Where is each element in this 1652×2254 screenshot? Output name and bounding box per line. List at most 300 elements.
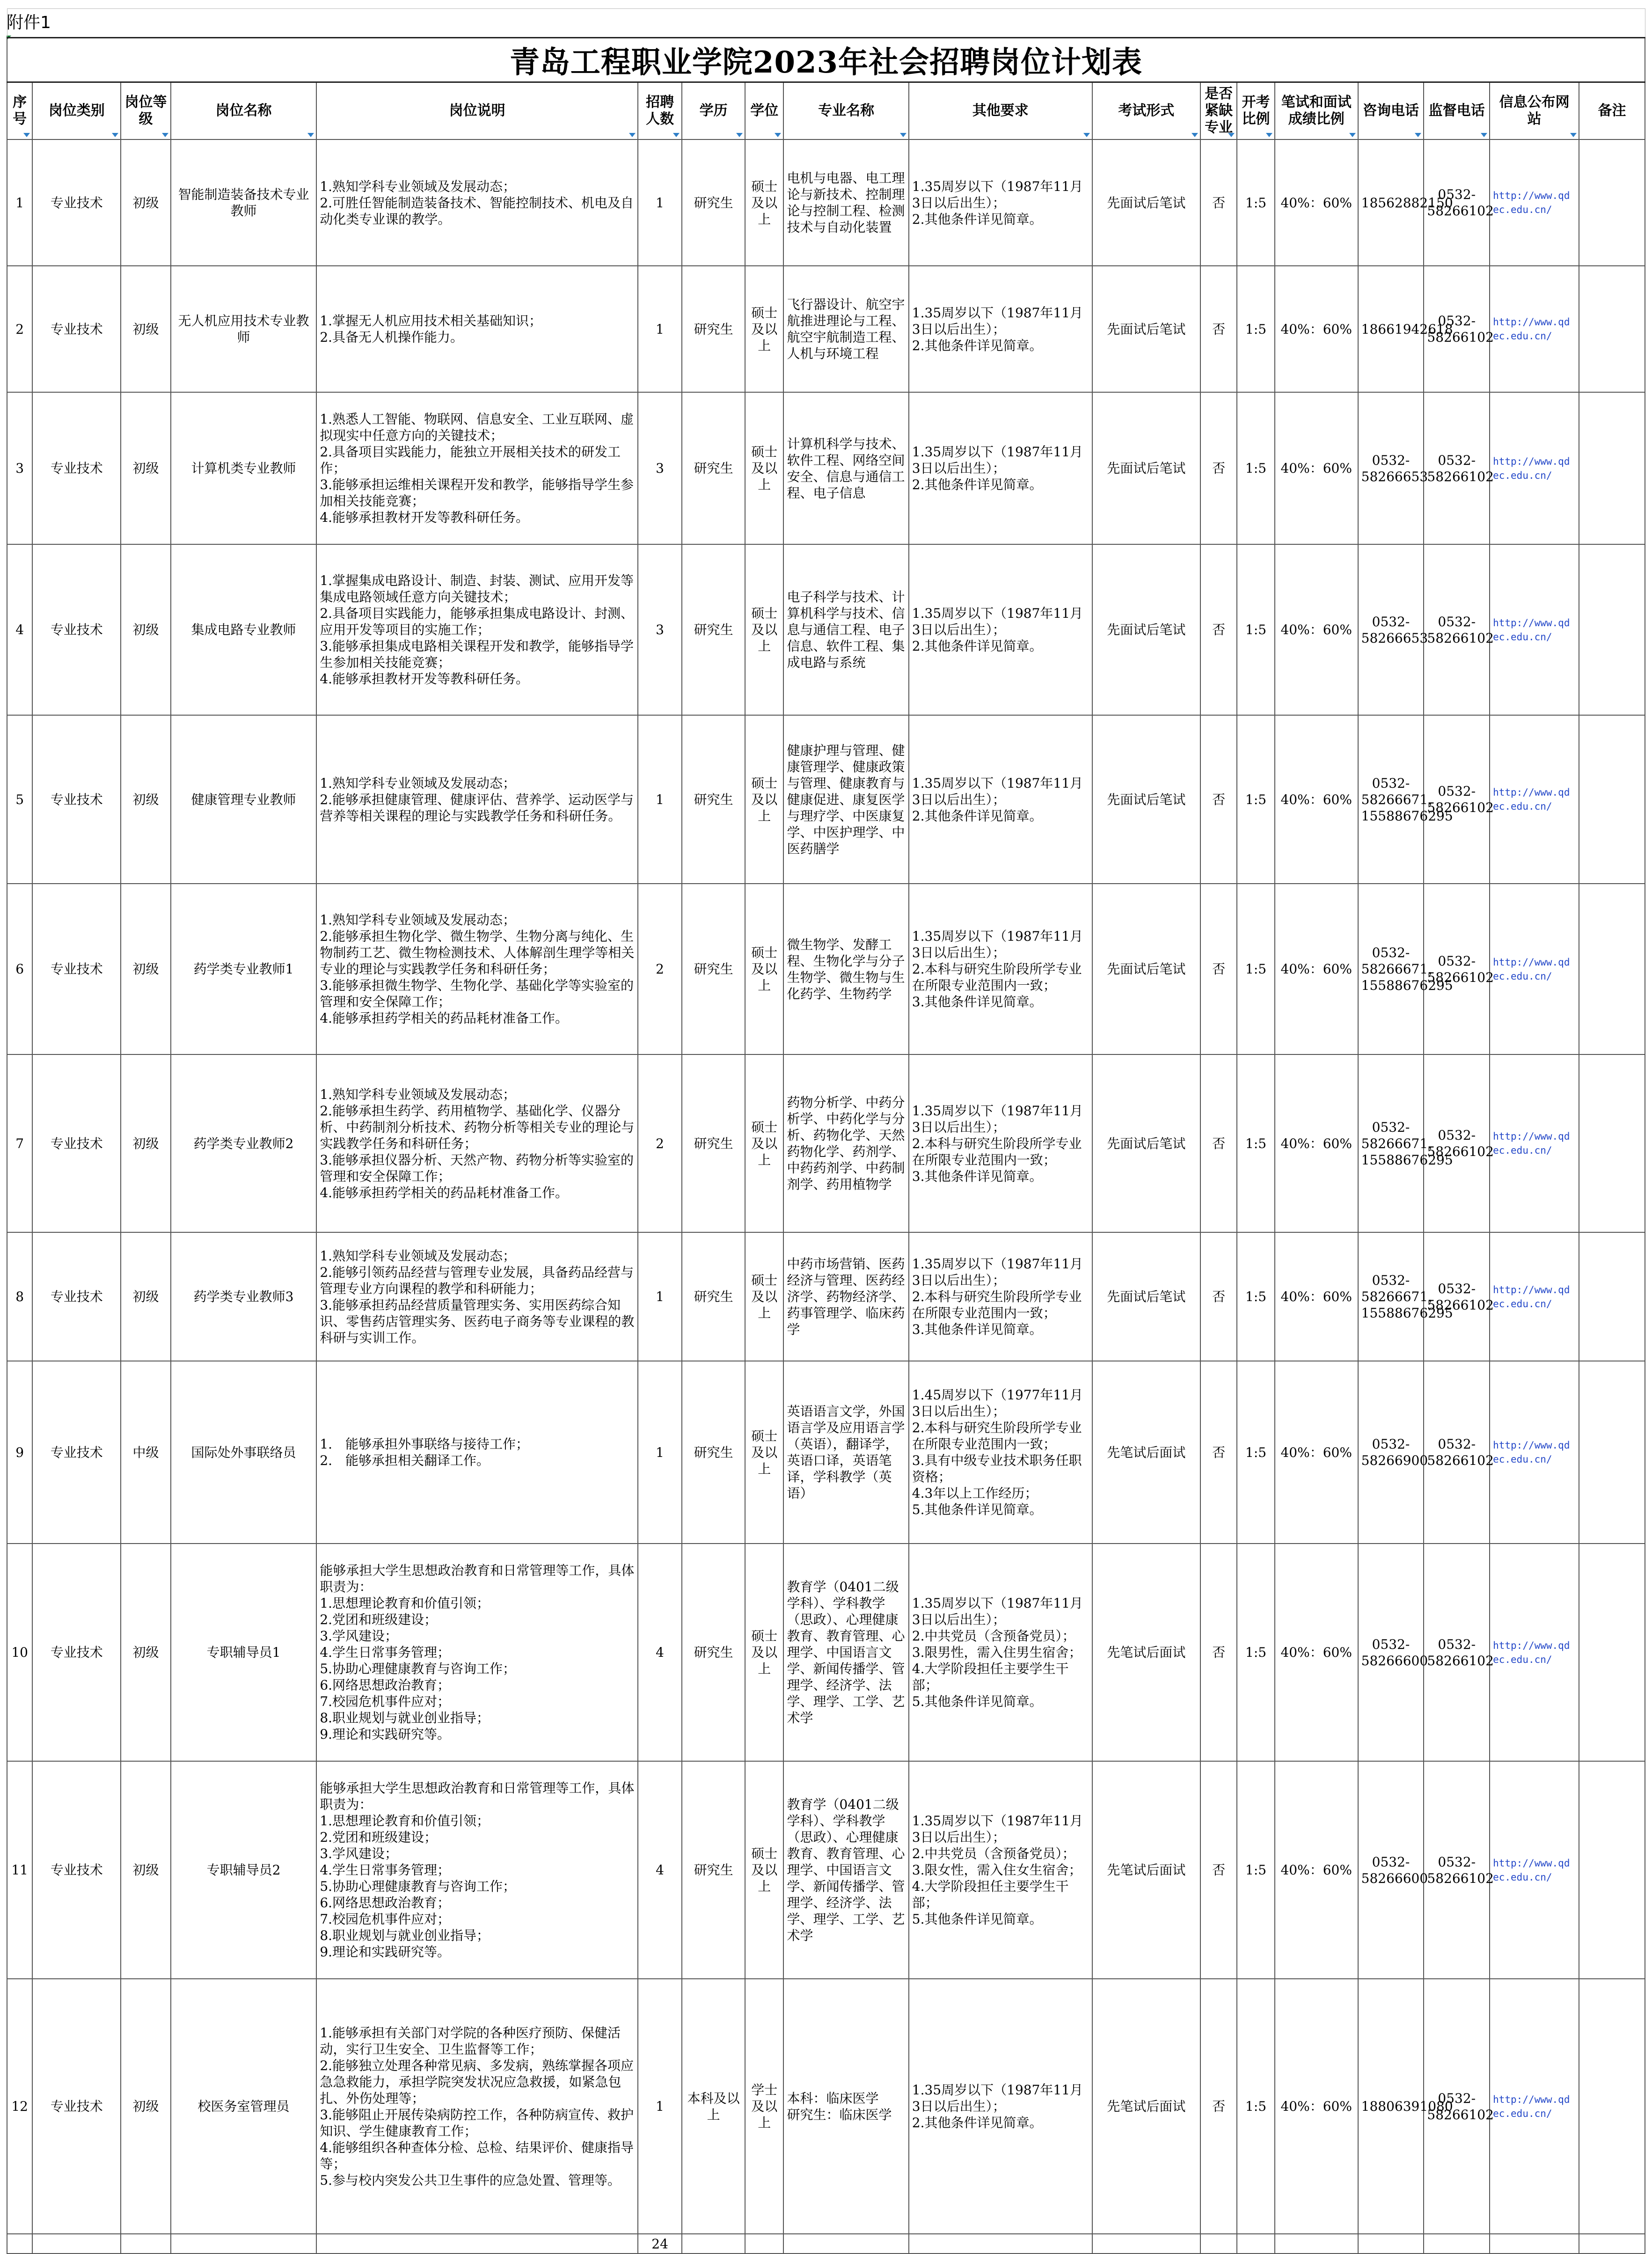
cell-count: 1 [638, 139, 682, 266]
cell-supervise-phone: 0532-58266102 [1424, 884, 1490, 1054]
cell-exam-form: 先面试后笔试 [1092, 884, 1200, 1054]
table-row [7, 715, 1645, 884]
cell-level: 初级 [121, 715, 171, 884]
cell-exam-ratio: 1:5 [1237, 1761, 1274, 1979]
cell-count: 4 [638, 1544, 682, 1761]
header-label: 招聘人数 [646, 94, 674, 127]
total-row-cell [32, 2234, 121, 2254]
cell-supervise-phone: 0532-58266102 [1424, 1544, 1490, 1761]
cell-major: 药物分析学、中药分析学、中药化学与分析、药物化学、天然药物化学、药剂学、中药药剂学、中药制剂学、药用植物学 [783, 1054, 908, 1232]
cell-score-ratio: 40%：60% [1275, 139, 1358, 266]
cell-level: 初级 [121, 1979, 171, 2234]
filter-dropdown-icon[interactable] [1415, 133, 1421, 137]
header-score-ratio [1275, 82, 1358, 140]
cell-level: 初级 [121, 1761, 171, 1979]
cell-education: 研究生 [682, 1054, 745, 1232]
header-row [7, 82, 1645, 140]
header-exam [1092, 82, 1200, 140]
cell-education: 研究生 [682, 139, 745, 266]
cell-level: 中级 [121, 1361, 171, 1544]
cell-no: 10 [7, 1544, 32, 1761]
cell-description: 1.熟知学科专业领域及发展动态； 2.能够承担生药学、药用植物学、基础化学、仪器分析、中药制剂分析技术、药物分析等相关专业的理论与实践教学任务和科研任务； 3.能够承担仪器分析、天然产物、药物分析等实验室的管理和安全保障工作； 4.能够承担药学相关的药品耗材准备工作。 [316, 1054, 638, 1232]
cell-score-ratio: 40%：60% [1275, 1232, 1358, 1361]
cell-website-link[interactable]: http://www.qdec.edu.cn/ [1490, 1361, 1579, 1544]
cell-phone: 0532-58266671，15588676295 [1358, 715, 1424, 884]
cell-supervise-phone: 0532-58266102 [1424, 1761, 1490, 1979]
header-supervise [1424, 82, 1490, 140]
cell-other-requirements: 1.35周岁以下（1987年11月3日以后出生）； 2.本科与研究生阶段所学专业在所限专业范围内一致； 3.其他条件详见简章。 [909, 1054, 1092, 1232]
header-name [171, 82, 317, 140]
cell-major: 教育学（0401二级学科）、学科教学（思政）、心理健康教育、教育管理、心理学、中国语言文学、新闻传播学、管理学、经济学、法学、理学、工学、艺术学 [783, 1544, 908, 1761]
cell-count: 3 [638, 544, 682, 715]
cell-supervise-phone: 0532-58266102 [1424, 544, 1490, 715]
total-row-cell [1275, 2234, 1358, 2254]
cell-count: 2 [638, 1054, 682, 1232]
cell-no: 5 [7, 715, 32, 884]
cell-phone: 0532-58266671，15588676295 [1358, 1054, 1424, 1232]
header-label: 学历 [699, 102, 728, 119]
total-row-cell [909, 2234, 1092, 2254]
cell-count: 4 [638, 1761, 682, 1979]
cell-note [1579, 1054, 1645, 1232]
cell-position-name: 药学类专业教师1 [171, 884, 317, 1054]
cell-other-requirements: 1.35周岁以下（1987年11月3日以后出生）； 2.中共党员（含预备党员）； 3.限男性，需入住男生宿舍； 4.大学阶段担任主要学生干部； 5.其他条件详见简章。 [909, 1544, 1092, 1761]
cell-major: 电机与电器、电工理论与新技术、控制理论与控制工程、检测技术与自动化装置 [783, 139, 908, 266]
cell-note [1579, 884, 1645, 1054]
cell-exam-form: 先面试后笔试 [1092, 1232, 1200, 1361]
cell-supervise-phone: 0532-58266102 [1424, 1054, 1490, 1232]
cell-score-ratio: 40%：60% [1275, 1761, 1358, 1979]
cell-note [1579, 1361, 1645, 1544]
cell-exam-ratio: 1:5 [1237, 1054, 1274, 1232]
cell-position-name: 专职辅导员1 [171, 1544, 317, 1761]
cell-note [1579, 544, 1645, 715]
cell-scarce: 否 [1200, 884, 1237, 1054]
recruitment-table [7, 8, 1645, 2254]
cell-degree: 硕士及以上 [745, 1544, 783, 1761]
cell-level: 初级 [121, 139, 171, 266]
cell-no: 6 [7, 884, 32, 1054]
cell-position-name: 药学类专业教师2 [171, 1054, 317, 1232]
table-row [7, 1761, 1645, 1979]
cell-exam-ratio: 1:5 [1237, 266, 1274, 392]
cell-education: 研究生 [682, 715, 745, 884]
header-label: 其他要求 [972, 102, 1029, 119]
cell-exam-ratio: 1:5 [1237, 392, 1274, 544]
cell-exam-form: 先面试后笔试 [1092, 392, 1200, 544]
cell-degree: 硕士及以上 [745, 392, 783, 544]
table-row [7, 266, 1645, 392]
header-degree [745, 82, 783, 140]
cell-count: 1 [638, 1361, 682, 1544]
cell-phone: 0532-58266600 [1358, 1544, 1424, 1761]
cell-note [1579, 139, 1645, 266]
cell-degree: 硕士及以上 [745, 1361, 783, 1544]
cell-exam-ratio: 1:5 [1237, 1361, 1274, 1544]
cell-phone: 0532-58266900 [1358, 1361, 1424, 1544]
cell-education: 研究生 [682, 1232, 745, 1361]
cell-position-name: 集成电路专业教师 [171, 544, 317, 715]
header-label: 专业名称 [818, 102, 875, 119]
cell-score-ratio: 40%：60% [1275, 1979, 1358, 2234]
cell-position-name: 药学类专业教师3 [171, 1232, 317, 1361]
cell-website-link[interactable]: http://www.qdec.edu.cn/ [1490, 884, 1579, 1054]
cell-note [1579, 715, 1645, 884]
cell-phone: 0532-58266671，15588676295 [1358, 1232, 1424, 1361]
cell-website-link[interactable]: http://www.qdec.edu.cn/ [1490, 139, 1579, 266]
cell-exam-ratio: 1:5 [1237, 715, 1274, 884]
cell-position-name: 智能制造装备技术专业教师 [171, 139, 317, 266]
header-level [121, 82, 171, 140]
cell-category: 专业技术 [32, 1361, 121, 1544]
cell-level: 初级 [121, 266, 171, 392]
cell-supervise-phone: 0532-58266102 [1424, 266, 1490, 392]
cell-scarce: 否 [1200, 1979, 1237, 2234]
cell-other-requirements: 1.35周岁以下（1987年11月3日以后出生）； 2.本科与研究生阶段所学专业在所限专业范围内一致； 3.其他条件详见简章。 [909, 884, 1092, 1054]
cell-no: 4 [7, 544, 32, 715]
cell-description: 能够承担大学生思想政治教育和日常管理等工作，具体职责为： 1.思想理论教育和价值引领； 2.党团和班级建设； 3.学风建设； 4.学生日常事务管理； 5.协助心理健康教育与咨询工作； 6.网络思想政治教育； 7.校园危机事件应对； 8.职业规划与就业创业指导； 9.理论和实践研究等。 [316, 1761, 638, 1979]
cell-no: 7 [7, 1054, 32, 1232]
cell-degree: 硕士及以上 [745, 1054, 783, 1232]
header-category [32, 82, 121, 140]
table-row [7, 884, 1645, 1054]
cell-degree: 硕士及以上 [745, 1761, 783, 1979]
cell-note [1579, 392, 1645, 544]
total-count: 24 [638, 2234, 682, 2254]
cell-level: 初级 [121, 1544, 171, 1761]
cell-supervise-phone: 0532-58266102 [1424, 715, 1490, 884]
cell-phone: 18806391080 [1358, 1979, 1424, 2234]
filter-dropdown-icon[interactable] [775, 133, 781, 137]
cell-scarce: 否 [1200, 266, 1237, 392]
header-phone [1358, 82, 1424, 140]
cell-category: 专业技术 [32, 1232, 121, 1361]
table-row [7, 139, 1645, 266]
cell-education: 研究生 [682, 266, 745, 392]
header-label: 序号 [13, 94, 27, 127]
cell-other-requirements: 1.35周岁以下（1987年11月3日以后出生）； 2.其他条件详见简章。 [909, 139, 1092, 266]
total-row-cell [682, 2234, 745, 2254]
header-label: 学位 [750, 102, 779, 119]
cell-position-name: 国际处外事联络员 [171, 1361, 317, 1544]
cell-major: 健康护理与管理、健康管理学、健康政策与管理、健康教育与健康促进、康复医学与理疗学、中医康复学、中医护理学、中医药膳学 [783, 715, 908, 884]
table-row [7, 1544, 1645, 1761]
cell-phone: 18661942618 [1358, 266, 1424, 392]
cell-exam-ratio: 1:5 [1237, 884, 1274, 1054]
cell-exam-ratio: 1:5 [1237, 139, 1274, 266]
cell-website-link[interactable]: http://www.qdec.edu.cn/ [1490, 544, 1579, 715]
total-row-cell [1237, 2234, 1274, 2254]
cell-website-link[interactable]: http://www.qdec.edu.cn/ [1490, 266, 1579, 392]
header-label: 监督电话 [1428, 102, 1485, 119]
filter-dropdown-icon[interactable] [307, 133, 314, 137]
cell-category: 专业技术 [32, 884, 121, 1054]
cell-education: 研究生 [682, 544, 745, 715]
cell-description: 1.熟知学科专业领域及发展动态； 2.能够承担生物化学、微生物学、生物分离与纯化、生物制药工艺、微生物检测技术、人体解剖生理学等相关专业的理论与实践教学任务和科研任务； 3.能够承担微生物学、生物化学、基础化学等实验室的管理和安全保障工作； 4.能够承担药学相关的药品耗材准备工作。 [316, 884, 638, 1054]
table-row [7, 544, 1645, 715]
cell-other-requirements: 1.35周岁以下（1987年11月3日以后出生）； 2.中共党员（含预备党员）； 3.限女性，需入住女生宿舍； 4.大学阶段担任主要学生干部； 5.其他条件详见简章。 [909, 1761, 1092, 1979]
header-scarce [1200, 82, 1237, 140]
cell-exam-form: 先笔试后面试 [1092, 1979, 1200, 2234]
cell-exam-ratio: 1:5 [1237, 544, 1274, 715]
cell-exam-form: 先面试后笔试 [1092, 1054, 1200, 1232]
cell-major: 本科：临床医学 研究生：临床医学 [783, 1979, 908, 2234]
cell-note [1579, 1979, 1645, 2234]
cell-no: 8 [7, 1232, 32, 1361]
cell-phone: 0532-58266600 [1358, 1761, 1424, 1979]
cell-no: 2 [7, 266, 32, 392]
cell-major: 飞行器设计、航空宇航推进理论与工程、航空宇航制造工程、人机与环境工程 [783, 266, 908, 392]
filter-dropdown-icon[interactable] [673, 133, 680, 137]
cell-position-name: 计算机类专业教师 [171, 392, 317, 544]
cell-phone: 0532-58266653 [1358, 392, 1424, 544]
cell-degree: 学士及以上 [745, 1979, 783, 2234]
filter-dropdown-icon[interactable] [162, 133, 168, 137]
cell-phone: 18562882150 [1358, 139, 1424, 266]
cell-scarce: 否 [1200, 1361, 1237, 1544]
cell-phone: 0532-58266653 [1358, 544, 1424, 715]
cell-score-ratio: 40%：60% [1275, 392, 1358, 544]
cell-description: 1. 能够承担外事联络与接待工作； 2. 能够承担相关翻译工作。 [316, 1361, 638, 1544]
cell-category: 专业技术 [32, 139, 121, 266]
header-label: 信息公布网站 [1499, 94, 1570, 127]
table-row [7, 1979, 1645, 2234]
cell-exam-form: 先面试后笔试 [1092, 139, 1200, 266]
cell-scarce: 否 [1200, 715, 1237, 884]
total-row-cell [1579, 2234, 1645, 2254]
cell-major: 计算机科学与技术、软件工程、网络空间安全、信息与通信工程、电子信息 [783, 392, 908, 544]
cell-score-ratio: 40%：60% [1275, 715, 1358, 884]
total-row-cell [1358, 2234, 1424, 2254]
table-row [7, 1361, 1645, 1544]
cell-level: 初级 [121, 1232, 171, 1361]
cell-supervise-phone: 0532-58266102 [1424, 139, 1490, 266]
cell-education: 研究生 [682, 1361, 745, 1544]
header-label: 开考比例 [1242, 94, 1270, 127]
cell-position-name: 无人机应用技术专业教师 [171, 266, 317, 392]
cell-major: 中药市场营销、医药经济与管理、医药经济学、药物经济学、药事管理学、临床药学 [783, 1232, 908, 1361]
attachment-row [7, 9, 1645, 38]
cell-exam-ratio: 1:5 [1237, 1544, 1274, 1761]
header-count [638, 82, 682, 140]
total-row-cell [783, 2234, 908, 2254]
cell-scarce: 否 [1200, 544, 1237, 715]
cell-major: 电子科学与技术、计算机科学与技术、信息与通信工程、电子信息、软件工程、集成电路与系统 [783, 544, 908, 715]
cell-score-ratio: 40%：60% [1275, 884, 1358, 1054]
filter-dropdown-icon[interactable] [23, 133, 30, 137]
cell-note [1579, 266, 1645, 392]
cell-scarce: 否 [1200, 1232, 1237, 1361]
header-desc [316, 82, 638, 140]
cell-other-requirements: 1.35周岁以下（1987年11月3日以后出生）； 2.本科与研究生阶段所学专业在所限专业范围内一致； 3.其他条件详见简章。 [909, 1232, 1092, 1361]
cell-other-requirements: 1.45周岁以下（1977年11月3日以后出生）； 2.本科与研究生阶段所学专业在所限专业范围内一致； 3.具有中级专业技术职务任职资格； 4.3年以上工作经历； 5.其他条件详见简章。 [909, 1361, 1092, 1544]
cell-exam-form: 先笔试后面试 [1092, 1361, 1200, 1544]
cell-major: 英语语言文学，外国语言学及应用语言学（英语），翻译学，英语口译，英语笔译，学科教学（英语） [783, 1361, 908, 1544]
cell-website-link[interactable]: http://www.qdec.edu.cn/ [1490, 715, 1579, 884]
cell-description: 1.掌握集成电路设计、制造、封装、测试、应用开发等集成电路领域任意方向关键技术； 2.具备项目实践能力，能够承担集成电路设计、封测、应用开发等项目的实施工作； 3.能够承担集成电路相关课程开发和教学，能够指导学生参加相关技能竞赛； 4.能够承担教材开发等教科研任务。 [316, 544, 638, 715]
cell-no: 11 [7, 1761, 32, 1979]
cell-website-link[interactable]: http://www.qdec.edu.cn/ [1490, 1232, 1579, 1361]
header-label: 岗位说明 [449, 102, 505, 119]
cell-no: 3 [7, 392, 32, 544]
cell-score-ratio: 40%：60% [1275, 1544, 1358, 1761]
cell-exam-ratio: 1:5 [1237, 1979, 1274, 2234]
total-row-cell [121, 2234, 171, 2254]
cell-description: 1.熟知学科专业领域及发展动态； 2.能够承担健康管理、健康评估、营养学、运动医学与营养等相关课程的理论与实践教学任务和科研任务。 [316, 715, 638, 884]
filter-dropdown-icon[interactable] [900, 133, 906, 137]
cell-other-requirements: 1.35周岁以下（1987年11月3日以后出生）； 2.其他条件详见简章。 [909, 715, 1092, 884]
cell-supervise-phone: 0532-58266102 [1424, 1232, 1490, 1361]
cell-note [1579, 1544, 1645, 1761]
cell-website-link[interactable]: http://www.qdec.edu.cn/ [1490, 392, 1579, 544]
cell-other-requirements: 1.35周岁以下（1987年11月3日以后出生）； 2.其他条件详见简章。 [909, 544, 1092, 715]
header-label: 考试形式 [1118, 102, 1175, 119]
header-label: 咨询电话 [1363, 102, 1419, 119]
cell-exam-form: 先笔试后面试 [1092, 1761, 1200, 1979]
cell-score-ratio: 40%：60% [1275, 1054, 1358, 1232]
cell-other-requirements: 1.35周岁以下（1987年11月3日以后出生）； 2.其他条件详见简章。 [909, 266, 1092, 392]
cell-count: 3 [638, 392, 682, 544]
filter-dropdown-icon[interactable] [736, 133, 743, 137]
cell-scarce: 否 [1200, 1761, 1237, 1979]
cell-category: 专业技术 [32, 392, 121, 544]
cell-level: 初级 [121, 884, 171, 1054]
attachment-label: 附件1 [7, 13, 51, 32]
table-row [7, 1232, 1645, 1361]
cell-major: 微生物学、发酵工程、生物化学与分子生物学、微生物与生化药学、生物药学 [783, 884, 908, 1054]
cell-description: 1.熟悉人工智能、物联网、信息安全、工业互联网、虚拟现实中任意方向的关键技术； 2.具备项目实践能力，能独立开展相关技术的研发工作； 3.能够承担运维相关课程开发和教学，能够指导学生参加相关技能竞赛； 4.能够承担教材开发等教科研任务。 [316, 392, 638, 544]
cell-scarce: 否 [1200, 139, 1237, 266]
cell-degree: 硕士及以上 [745, 884, 783, 1054]
total-row-cell [1092, 2234, 1200, 2254]
cell-category: 专业技术 [32, 1054, 121, 1232]
cell-category: 专业技术 [32, 715, 121, 884]
cell-category: 专业技术 [32, 266, 121, 392]
cell-position-name: 校医务室管理员 [171, 1979, 317, 2234]
header-major [783, 82, 908, 140]
filter-dropdown-icon[interactable] [1266, 133, 1272, 137]
header-label: 岗位等级 [124, 94, 167, 127]
total-row-cell [745, 2234, 783, 2254]
header-edu [682, 82, 745, 140]
filter-dropdown-icon[interactable] [1481, 133, 1487, 137]
table-row [7, 392, 1645, 544]
cell-website-link[interactable]: http://www.qdec.edu.cn/ [1490, 1054, 1579, 1232]
cell-scarce: 否 [1200, 1544, 1237, 1761]
cell-exam-form: 先面试后笔试 [1092, 544, 1200, 715]
header-label: 是否紧缺专业 [1205, 86, 1233, 136]
filter-dropdown-icon[interactable] [1228, 133, 1235, 137]
cell-exam-form: 先笔试后面试 [1092, 1544, 1200, 1761]
filter-dropdown-icon[interactable] [112, 133, 118, 137]
cell-supervise-phone: 0532-58266102 [1424, 392, 1490, 544]
cell-description: 1.熟知学科专业领域及发展动态； 2.能够引领药品经营与管理专业发展，具备药品经营与管理专业方向课程的教学和科研能力； 3.能够承担药品经营质量管理实务、实用医药综合知识、零售药店管理实务、医药电子商务等专业课程的教科研与实训工作。 [316, 1232, 638, 1361]
cell-other-requirements: 1.35周岁以下（1987年11月3日以后出生）； 2.其他条件详见简章。 [909, 1979, 1092, 2234]
cell-level: 初级 [121, 1054, 171, 1232]
cell-education: 研究生 [682, 1544, 745, 1761]
cell-education: 研究生 [682, 392, 745, 544]
cell-degree: 硕士及以上 [745, 139, 783, 266]
cell-exam-form: 先面试后笔试 [1092, 266, 1200, 392]
cell-description: 1.熟知学科专业领域及发展动态； 2.可胜任智能制造装备技术、智能控制技术、机电及自动化类专业课的教学。 [316, 139, 638, 266]
cell-count: 1 [638, 1232, 682, 1361]
filter-dropdown-icon[interactable] [629, 133, 636, 137]
cell-note [1579, 1232, 1645, 1361]
cell-degree: 硕士及以上 [745, 715, 783, 884]
cell-exam-ratio: 1:5 [1237, 1232, 1274, 1361]
filter-dropdown-icon[interactable] [1191, 133, 1198, 137]
cell-count: 1 [638, 266, 682, 392]
cell-category: 专业技术 [32, 1544, 121, 1761]
sheet-title: 青岛工程职业学院2023年社会招聘岗位计划表 [7, 38, 1645, 82]
cell-description: 1.掌握无人机应用技术相关基础知识； 2.具备无人机操作能力。 [316, 266, 638, 392]
cell-scarce: 否 [1200, 1054, 1237, 1232]
total-row [7, 2234, 1645, 2254]
total-row-cell [1424, 2234, 1490, 2254]
cell-degree: 硕士及以上 [745, 1232, 783, 1361]
table-row [7, 1054, 1645, 1232]
filter-dropdown-icon[interactable] [1570, 133, 1577, 137]
cell-degree: 硕士及以上 [745, 544, 783, 715]
cell-count: 2 [638, 884, 682, 1054]
cell-education: 研究生 [682, 884, 745, 1054]
cell-count: 1 [638, 715, 682, 884]
cell-category: 专业技术 [32, 1979, 121, 2234]
cell-level: 初级 [121, 544, 171, 715]
cell-website-link[interactable]: http://www.qdec.edu.cn/ [1490, 1761, 1579, 1979]
total-row-cell [171, 2234, 317, 2254]
cell-supervise-phone: 0532-58266102 [1424, 1361, 1490, 1544]
total-row-cell [7, 2234, 32, 2254]
cell-website-link[interactable]: http://www.qdec.edu.cn/ [1490, 1979, 1579, 2234]
cell-education: 研究生 [682, 1761, 745, 1979]
cell-count: 1 [638, 1979, 682, 2234]
cell-score-ratio: 40%：60% [1275, 1361, 1358, 1544]
cell-no: 12 [7, 1979, 32, 2234]
cell-exam-form: 先面试后笔试 [1092, 715, 1200, 884]
header-label: 笔试和面试成绩比例 [1281, 94, 1352, 127]
cell-score-ratio: 40%：60% [1275, 266, 1358, 392]
recruitment-sheet [7, 8, 1645, 2254]
filter-dropdown-icon[interactable] [1349, 133, 1356, 137]
cell-position-name: 专职辅导员2 [171, 1761, 317, 1979]
total-row-cell [316, 2234, 638, 2254]
cell-position-name: 健康管理专业教师 [171, 715, 317, 884]
header-no [7, 82, 32, 140]
cell-no: 9 [7, 1361, 32, 1544]
total-row-cell [1200, 2234, 1237, 2254]
filter-dropdown-icon[interactable] [1083, 133, 1090, 137]
cell-website-link[interactable]: http://www.qdec.edu.cn/ [1490, 1544, 1579, 1761]
cell-degree: 硕士及以上 [745, 266, 783, 392]
header-ratio [1237, 82, 1274, 140]
cell-supervise-phone: 0532-58266102 [1424, 1979, 1490, 2234]
header-site [1490, 82, 1579, 140]
cell-other-requirements: 1.35周岁以下（1987年11月3日以后出生）； 2.其他条件详见简章。 [909, 392, 1092, 544]
cell-category: 专业技术 [32, 544, 121, 715]
header-other [909, 82, 1092, 140]
cell-no: 1 [7, 139, 32, 266]
header-label: 岗位名称 [215, 102, 272, 119]
cell-education: 本科及以上 [682, 1979, 745, 2234]
header-label: 岗位类别 [48, 102, 105, 119]
cell-note [1579, 1761, 1645, 1979]
header-note: 备注 [1579, 82, 1645, 140]
cell-score-ratio: 40%：60% [1275, 544, 1358, 715]
cell-category: 专业技术 [32, 1761, 121, 1979]
cell-phone: 0532-58266671，15588676295 [1358, 884, 1424, 1054]
cell-level: 初级 [121, 392, 171, 544]
